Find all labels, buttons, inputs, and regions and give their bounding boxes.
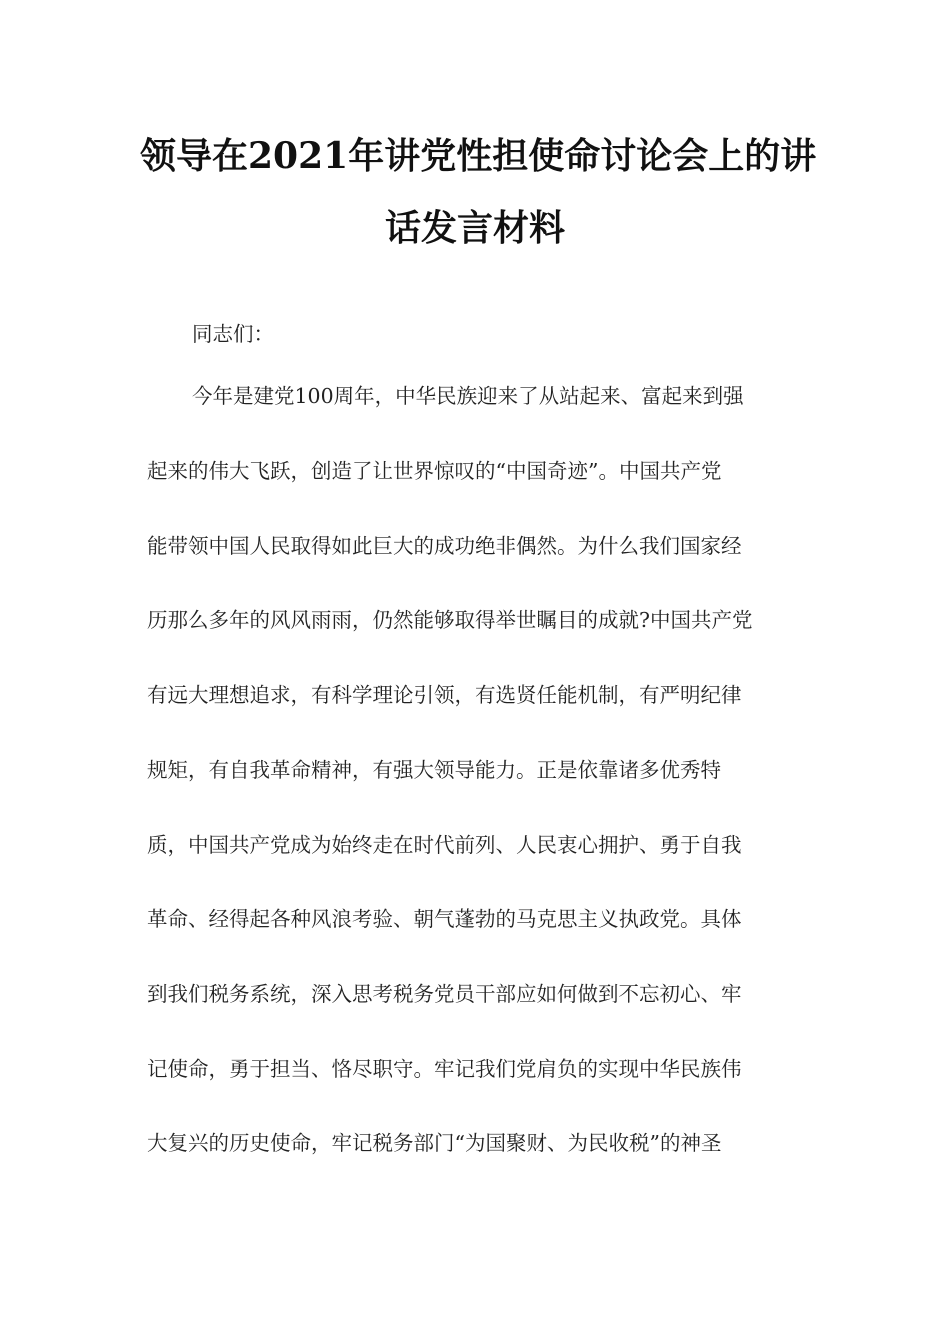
paragraph-line: 今年是建党100周年，中华民族迎来了从站起来、富起来到强 <box>192 384 744 408</box>
paragraph-line: 到我们税务系统，深入思考税务党员干部应如何做到不忘初心、牢 <box>147 982 742 1006</box>
paragraph-line: 有远大理想追求，有科学理论引领，有选贤任能机制，有严明纪律 <box>147 683 742 707</box>
greeting: 同志们： <box>192 322 274 346</box>
paragraph-line: 质，中国共产党成为始终走在时代前列、人民衷心拥护、勇于自我 <box>147 833 742 857</box>
paragraph-line: 起来的伟大飞跃，创造了让世界惊叹的“中国奇迹”。中国共产党 <box>147 459 722 483</box>
document-title-line-2: 话发言材料 <box>384 207 565 249</box>
paragraph-line: 大复兴的历史使命，牢记税务部门“为国聚财、为民收税”的神圣 <box>147 1131 722 1155</box>
paragraph-line: 革命、经得起各种风浪考验、朝气蓬勃的马克思主义执政党。具体 <box>147 907 742 931</box>
document-title-line-1: 领导在2021年讲党性担使命讨论会上的讲 <box>140 135 817 177</box>
paragraph-line: 历那么多年的风风雨雨，仍然能够取得举世瞩目的成就?中国共产党 <box>147 608 753 632</box>
paragraph-line: 规矩，有自我革命精神，有强大领导能力。正是依靠诸多优秀特 <box>147 758 721 782</box>
paragraph-line: 记使命，勇于担当、恪尽职守。牢记我们党肩负的实现中华民族伟 <box>147 1057 742 1081</box>
paragraph-line: 能带领中国人民取得如此巨大的成功绝非偶然。为什么我们国家经 <box>147 534 742 558</box>
